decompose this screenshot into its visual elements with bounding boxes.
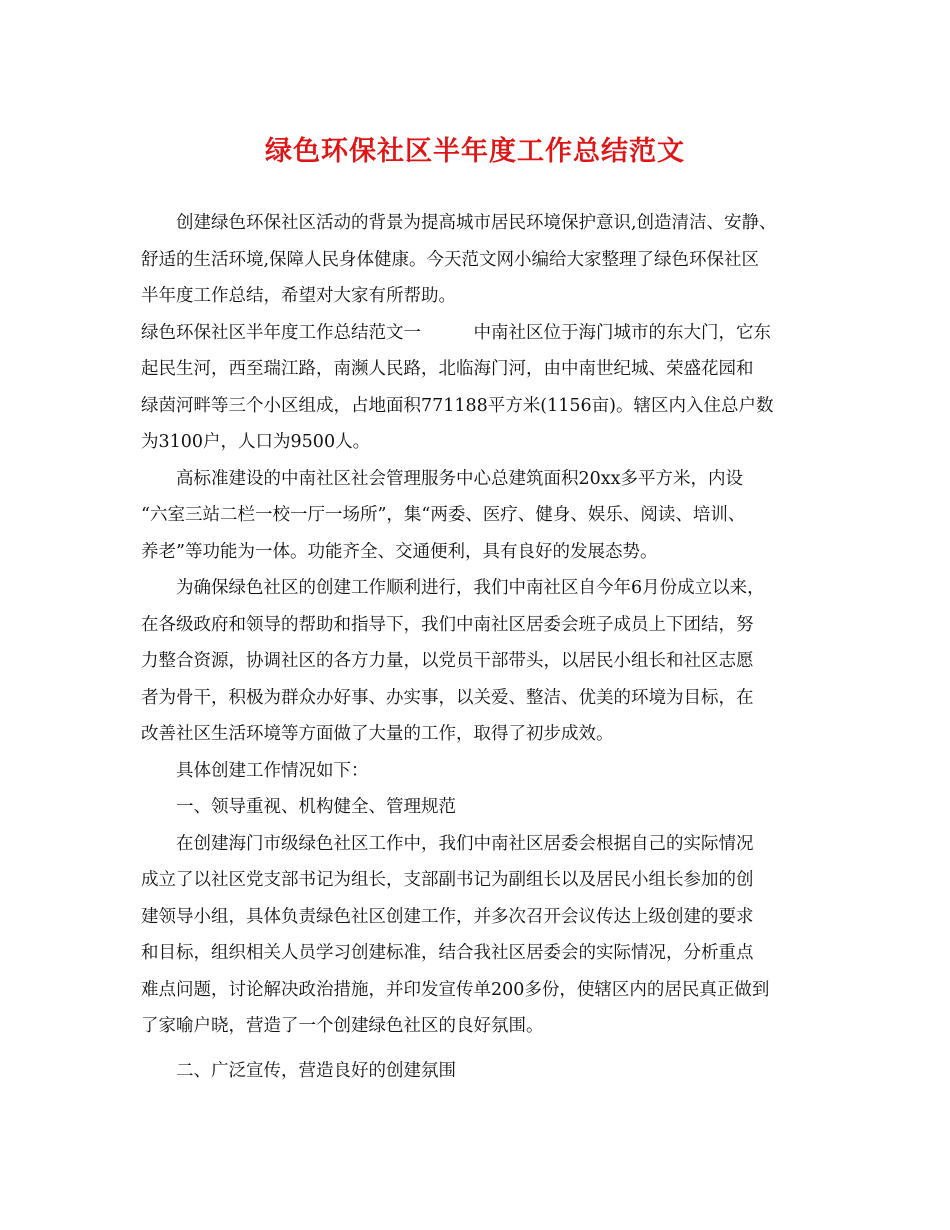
paragraph-gap bbox=[141, 1045, 821, 1053]
body-line: 为3100户，人口为9500人。 bbox=[141, 432, 371, 452]
body-line: 起民生河，西至瑞江路，南濒人民路，北临海门河，由中南世纪城、荣盛花园和 bbox=[141, 359, 754, 379]
body-line: 者为骨干，积极为群众办好事、办实事，以关爱、整洁、优美的环境为目标，在 bbox=[141, 687, 754, 708]
body-line: 改善社区生活环境等方面做了大量的工作，取得了初步成效。 bbox=[141, 724, 614, 744]
body-line: 力整合资源，协调社区的各方力量，以党员干部带头，以居民小组长和社区志愿 bbox=[141, 651, 754, 671]
body-line: 和目标，组织相关人员学习创建标准，结合我社区居委会的实际情况，分析重点 bbox=[141, 943, 754, 963]
body-line: 半年度工作总结，希望对大家有所帮助。 bbox=[141, 286, 456, 306]
body-line: 成立了以社区党支部书记为组长，支部副书记为副组长以及居民小组长参加的创 bbox=[141, 870, 754, 890]
body-line: 具体创建工作情况如下： bbox=[141, 760, 369, 781]
body-line: 高标准建设的中南社区社会管理服务中心总建筑面积20xx多平方米，内设 bbox=[141, 468, 744, 489]
body-line: 建领导小组，具体负责绿色社区创建工作，并多次召开会议传达上级创建的要求 bbox=[141, 906, 754, 927]
body-line: 了家喻户晓，营造了一个创建绿色社区的良好氛围。 bbox=[141, 1016, 544, 1036]
body-line: 在各级政府和领导的帮助和指导下，我们中南社区居委会班子成员上下团结，努 bbox=[141, 614, 754, 635]
body-line: 养老”等功能为一体。功能齐全、交通便利，具有良好的发展态势。 bbox=[141, 541, 658, 562]
body-line: 一、领导重视、机构健全、管理规范 bbox=[141, 797, 456, 817]
body-line: “六室三站二栏一校一厅一场所”，集“两委、医疗、健身、娱乐、阅读、培训、 bbox=[141, 505, 746, 525]
body-line: 二、广泛宣传，营造良好的创建氛围 bbox=[141, 1060, 456, 1081]
document-body bbox=[141, 205, 821, 1089]
body-line: 难点问题，讨论解决政治措施，并印发宣传单200多份，使辖区内的居民真正做到 bbox=[141, 979, 770, 1000]
body-line: 舒适的生活环境,保障人民身体健康。今天范文网小编给大家整理了绿色环保社区 bbox=[141, 249, 760, 270]
body-line: 为确保绿色社区的创建工作顺利进行，我们中南社区自今年6月份成立以来， bbox=[141, 578, 765, 598]
body-line: 绿色环保社区半年度工作总结范文一 中南社区位于海门城市的东大门，它东 bbox=[141, 322, 771, 343]
body-line: 绿茵河畔等三个小区组成，占地面积771188平方米(1156亩)。辖区内入住总户数 bbox=[141, 395, 774, 416]
body-line: 创建绿色环保社区活动的背景为提高城市居民环境保护意识,创造清洁、安静、 bbox=[141, 213, 777, 233]
body-line: 在创建海门市级绿色社区工作中，我们中南社区居委会根据自己的实际情况 bbox=[141, 833, 754, 854]
document-title: 绿色环保社区半年度工作总结范文 bbox=[265, 136, 685, 167]
